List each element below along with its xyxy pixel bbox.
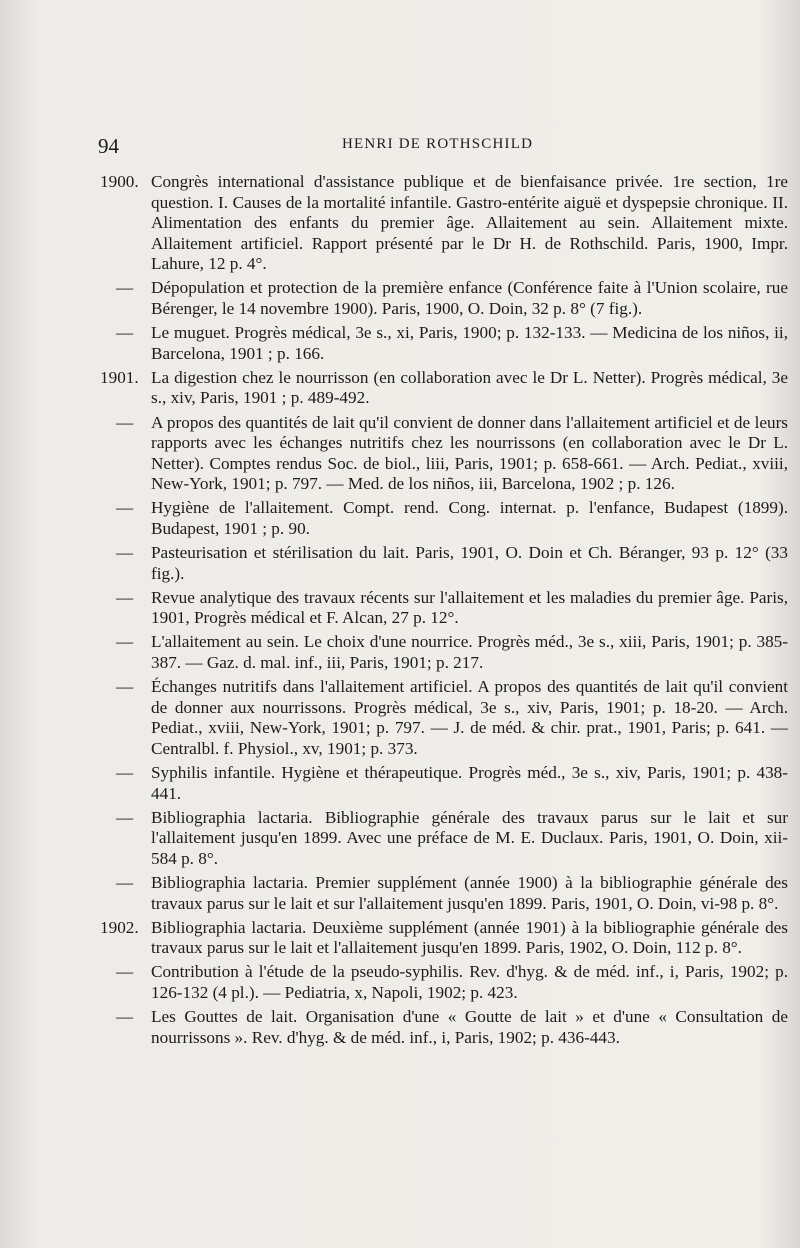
page-header (98, 134, 788, 162)
bibliography-entry (98, 808, 788, 870)
entry-text: Dépopulation et protection de la première enfance (Conférence faite à l'Union scolaire, rue Bérenger, le 14 novembre 1900). Paris, 1900, O. Doin, 32 p. 8° (7 fig.). (151, 278, 788, 319)
bibliography-entry (98, 632, 788, 673)
bibliography-entry (98, 588, 788, 629)
entry-dash: — (116, 807, 134, 827)
bibliography-entry (98, 172, 788, 275)
entry-year: 1901. (100, 367, 139, 387)
entry-text: Revue analytique des travaux récents sur l'allaitement et les maladies du premier âge. Paris, 1901, Progrès médical et F. Alcan, 27 p. 12°. (151, 587, 788, 628)
entry-year: 1902. (100, 917, 139, 937)
entry-text: Syphilis infantile. Hygiène et thérapeutique. Progrès méd., 3e s., xiv, Paris, 1901; p. 438-441. (151, 763, 788, 803)
page-number: 94 (98, 134, 119, 158)
entry-text: A propos des quantités de lait qu'il convient de donner dans l'allaitement artificiel et de leurs rapports avec les échanges nutritifs chez les nourrissons (en collaboration avec le Dr L. Netter). Comptes rendus Soc. de biol., liii, Paris, 1901; p. 658-661. — Arch. Pediat., xviii, New-York, 1901; p. 797. — Med. de los niños, iii, Barcelona, 1902 ; p. 126. (151, 412, 788, 494)
bibliography-entry (98, 323, 788, 364)
entry-dash: — (116, 763, 134, 783)
entry-text: Le muguet. Progrès médical, 3e s., xi, Paris, 1900; p. 132-133. — Medicina de los niños, ii, Barcelona, 1901 ; p. 166. (151, 323, 788, 363)
entry-dash: — (116, 677, 134, 697)
entry-dash: — (116, 873, 134, 892)
entry-text: Échanges nutritifs dans l'allaitement artificiel. A propos des quantités de lait qu'il convient de donner aux nourrissons. Progrès médical, 3e s., xiv, Paris, 1901; p. 18-20. — Arch. Pediat., xviii, New-York, 1901; p. 797. — J. de méd. & chir. prat., 1901, Paris; p. 641. — Centralbl. f. Physiol., xv, 1901; p. 373. (151, 677, 788, 758)
entry-dash: — (116, 1007, 134, 1027)
entry-dash: — (116, 543, 134, 563)
entry-text: Bibliographia lactaria. Bibliographie générale des travaux parus sur le lait et sur l'allaitement jusqu'en 1899. Avec une préface de M. E. Duclaux. Paris, 1901, O. Doin, xii-584 p. 8°. (151, 807, 788, 868)
bibliography-entry (98, 278, 788, 319)
bibliography-entry (98, 677, 788, 759)
bibliography-entry (98, 918, 788, 959)
entry-text: Congrès international d'assistance publique et de bienfaisance privée. 1re section, 1re question. I. Causes de la mortalité infantile. Gastro-entérite aiguë et dyspepsie chronique. II. Alimentation des enfants du premier âge. Allaitement au sein. Allaitement mixte. Allaitement artificiel. Rapport présenté par le Dr H. de Rothschild. Paris, 1900, Impr. Lahure, 12 p. 4°. (151, 172, 788, 274)
bibliography-entry (98, 873, 788, 914)
entry-dash: — (116, 632, 134, 652)
entry-dash: — (116, 323, 134, 343)
entry-text: Contribution à l'étude de la pseudo-syphilis. Rev. d'hyg. & de méd. inf., i, Paris, 1902; p. 126-132 (4 pl.). — Pediatria, x, Napoli, 1902; p. 423. (151, 962, 788, 1002)
entry-text: Les Gouttes de lait. Organisation d'une « Goutte de lait » et d'une « Consultation de nourrissons ». Rev. d'hyg. & de méd. inf., i, Paris, 1902; p. 436-443. (151, 1007, 788, 1047)
bibliography-entry (98, 413, 788, 495)
bibliography-list (98, 172, 788, 1052)
bibliography-entry (98, 1007, 788, 1048)
entry-text: L'allaitement au sein. Le choix d'une nourrice. Progrès méd., 3e s., xiii, Paris, 1901; p. 385-387. — Gaz. d. mal. inf., iii, Paris, 1901; p. 217. (151, 632, 788, 673)
bibliography-entry (98, 763, 788, 804)
entry-text: La digestion chez le nourrisson (en collaboration avec le Dr L. Netter). Progrès médical, 3e s., xiv, Paris, 1901 ; p. 489-492. (151, 367, 788, 408)
entry-dash: — (116, 278, 134, 298)
bibliography-entry (98, 962, 788, 1003)
entry-dash: — (116, 587, 134, 607)
entry-text: Hygiène de l'allaitement. Compt. rend. Cong. internat. p. l'enfance, Budapest (1899). Budapest, 1901 ; p. 90. (151, 498, 788, 538)
entry-text: Bibliographia lactaria. Premier supplément (année 1900) à la bibliographie générale des travaux parus sur le lait et sur l'allaitement jusqu'en 1899. Paris, 1901, O. Doin, vi-98 p. 8°. (151, 873, 788, 913)
entry-text: Pasteurisation et stérilisation du lait. Paris, 1901, O. Doin et Ch. Béranger, 93 p. 12° (33 fig.). (151, 543, 788, 583)
entry-dash: — (116, 498, 134, 518)
entry-dash: — (116, 412, 134, 432)
entry-dash: — (116, 962, 134, 982)
entry-year: 1900. (100, 172, 139, 191)
running-title: HENRI DE ROTHSCHILD (342, 136, 534, 152)
bibliography-entry (98, 543, 788, 584)
entry-text: Bibliographia lactaria. Deuxième supplément (année 1901) à la bibliographie générale des travaux parus sur le lait et l'allaitement jusqu'en 1899. Paris, 1902, O. Doin, 112 p. 8°. (151, 917, 788, 958)
bibliography-entry (98, 498, 788, 539)
bibliography-entry (98, 368, 788, 409)
